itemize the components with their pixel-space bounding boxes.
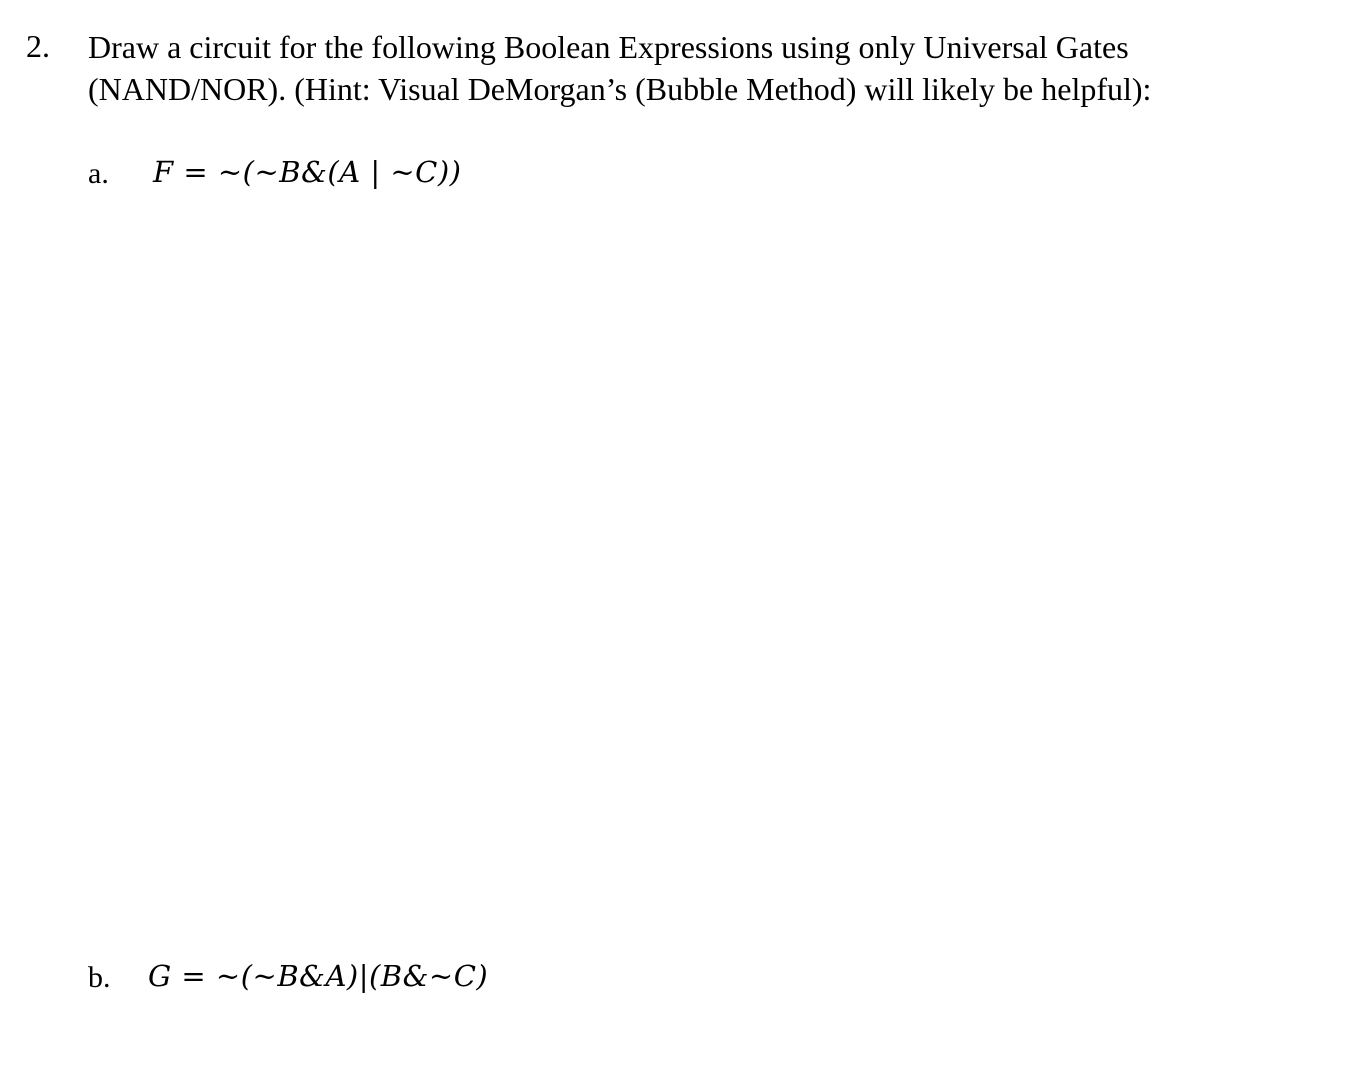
question-prompt: [88, 26, 1288, 110]
answer-space: [88, 215, 1288, 935]
part-a-expression: F = ~(~B&(A | ~C)): [153, 155, 462, 189]
question-prompt-line-2: (NAND/NOR). (Hint: Visual DeMorgan’s (Bubble Method) will likely be helpful):: [88, 71, 1152, 107]
part-a-label: a.: [88, 157, 109, 190]
question-number: 2.: [26, 28, 50, 64]
part-b-expression: G = ~(~B&A)|(B&~C): [148, 959, 489, 993]
question-prompt-line-1: Draw a circuit for the following Boolean Expressions using only Universal Gates: [88, 29, 1129, 65]
part-b-label: b.: [88, 961, 111, 994]
